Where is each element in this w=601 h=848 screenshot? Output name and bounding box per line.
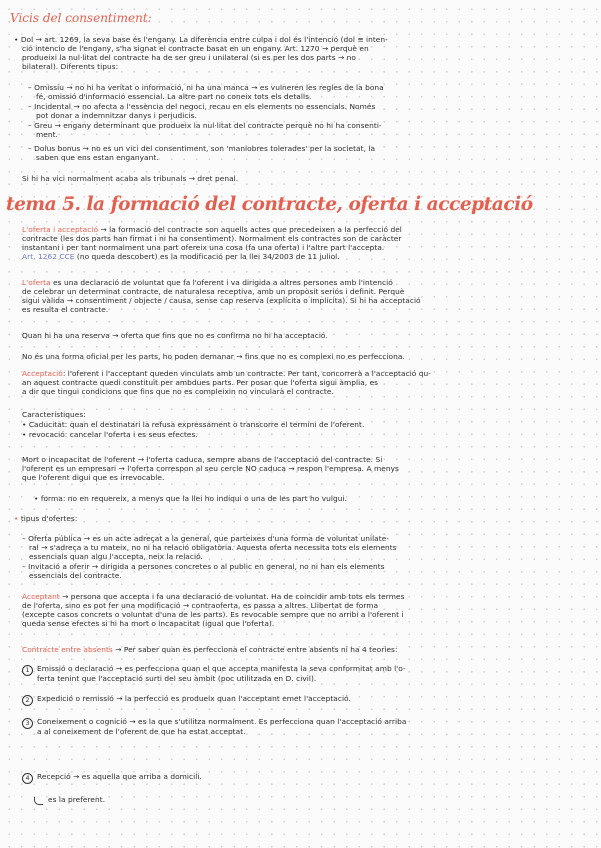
type-incidental-line-2: pot donar a indemnitzar danys i perjudicis.: [36, 111, 197, 120]
oferta-acceptacio-line-1: L'oferta i acceptació → la formació del contracte son aquells actes que precedeixen a la perfecció del: [22, 225, 402, 234]
mort-line-2: l'oferent es un empresari → l'oferta correspon al seu cercle NO caduca → respon l'empresa. A menys: [22, 464, 399, 473]
absents-theory-2-line-1: 2 Expedició o remissió → la perfecció es produeix quan l'acceptant emet l'acceptació.: [22, 694, 351, 706]
tipus-publica-line-3: essencials quan algu l'accepta, neix la relació.: [29, 552, 203, 561]
mort-line-3: que l'oferent digui que es irrevocable.: [22, 473, 165, 482]
absents-theory-1-line-1: 1 Emissió o declaració → es perfecciona quan el que accepta manifesta la seva conformitat amb l'o-: [22, 664, 406, 676]
dol-line-1: • Dol → art. 1269, la seva base és l'engany. La diferència entre culpa i dol és l'intenció (dol ≡ inten-: [14, 35, 388, 44]
mort-forma-line: • forma: no en requereix, a menys que la llei ho indiqui o una de les part ho vulgui.: [34, 494, 348, 503]
dol-line-4: bilateral). Diferents tipus:: [22, 62, 119, 71]
caracteristiques-item-1: • Caducitat: quan el destinatari la refusa expressament o transcorre el termini de l'oferent.: [22, 420, 365, 429]
number-circle-4: 4: [22, 773, 33, 784]
type-dolus-line-2: saben que ens estan enganyant.: [36, 153, 159, 162]
absents-theory-3-line-2: a al coneixement de l'oferent de que ha estat acceptat.: [37, 727, 246, 736]
oferta-acceptacio-line-2: contracte (les dos parts han firmat i ni ha consentiment). Normalment els contractes son de caràcter: [22, 234, 402, 243]
number-circle-2: 2: [22, 695, 33, 706]
mort-line-1: Mort o incapacitat de l'oferent → l'oferta caduca, sempre abans de l'acceptació del contracte. Si: [22, 455, 383, 464]
acceptacio-line-2: an aquest contracte quedi constituït per ambdues parts. Per posar que l'oferta sigui àmplia, es: [22, 378, 379, 387]
tema-title: tema 5. la formació del contracte, oferta i acceptació: [6, 194, 533, 215]
oferta-acceptacio-line-3: instantani i per tant normalment una part ofereix una cosa (fa una oferta) i l'altre part l'accepta.: [22, 243, 385, 252]
acceptant-line-1: Acceptant → persona que accepta i fa una declaració de voluntat. Ha de coincidir amb tots els termes: [22, 592, 405, 601]
section-heading-vicis: Vicis del consentiment:: [10, 11, 152, 25]
tipus-invitacio-line-2: essencials del contracte.: [29, 571, 122, 580]
caracteristiques-item-2: • revocació: cancelar l'oferta i es seus efectes.: [22, 430, 198, 439]
acceptant-line-2: de l'oferta, sino es pot fer una modificació → contraoferta, es passa a altres. Llibertat de forma: [22, 601, 379, 610]
acceptant-line-3: (excepte casos concrets o voluntat d'una de les parts). Es revocable sempre que no arribi a l'oferent i: [22, 610, 404, 619]
tipus-publica-line-1: – Oferta pública → es un acte adreçat a la general, que parteixes d'una forma de voluntat unilate-: [22, 534, 390, 543]
type-omissiu-line-2: fé, omissió d'informació essencial. La altre part no coneix tots els detalls.: [36, 92, 312, 101]
type-omissiu-line-1: – Omissiu → no hi ha veritat o informació, ni ha una manca → es vulneren les regles de la bona: [28, 83, 384, 92]
reserva-line: Quan hi ha una reserva → oferta que fins que no es confirma no hi ha acceptació.: [22, 331, 328, 340]
type-dolus-line-1: – Dolus bonus → no es un vici del consentiment, son 'maniobres tolerades' per la societat, la: [28, 144, 376, 153]
absents-theory-3-line-1: 3 Coneixement o cognició → es la que s'utilitza normalment. Es perfecciona quan l'acceptació arriba: [22, 717, 406, 729]
tipus-invitacio-line-1: – Invitació a oferir → dirigida a persones concretes o al public en general, no ni han els elements: [22, 562, 385, 571]
number-circle-3: 3: [22, 718, 33, 729]
hook-arrow-icon: [34, 797, 43, 805]
acceptacio-line-1: Acceptació: l'oferent i l'acceptant queden vinculats amb un contracte. Per tant, concorrerà a l'acceptació qu-: [22, 369, 431, 378]
type-greu-line-1: – Greu → engany determinant que produeix la nul·litat del contracte perquè no hi ha consenti-: [28, 121, 382, 130]
vicis-conclusion: Si hi ha vici normalment acaba als tribunals → dret penal.: [22, 174, 239, 183]
acceptant-line-4: queda sense efectes si hi ha mort o incapacitat (igual que l'oferta).: [22, 619, 275, 628]
forma-oficial-line: No és una forma oficial per les parts, ho poden demanar → fins que no es complexi no es perfecciona.: [22, 352, 405, 361]
caracteristiques-heading: Característiques:: [22, 410, 86, 419]
absents-preferent-note: es la preferent.: [48, 795, 106, 804]
absents-heading-line: Contracte entre absents → Per saber quan es perfecciona el contracte entre absents ni ha 4 teories:: [22, 645, 398, 654]
type-incidental-line-1: – Incidental → no afecta a l'essència del negoci, recau en els elements no essencials. Només: [28, 102, 376, 111]
oferta-line-4: es resulta el contracte.: [22, 305, 109, 314]
number-circle-1: 1: [22, 665, 33, 676]
oferta-line-1: L'oferta es una declaració de voluntat que fa l'oferent i va dirigida a altres persones amb l'intenció: [22, 278, 393, 287]
dol-line-2: ció intencio de l'engany, s'ha signat el contracte basat en un engany. Art. 1270 → perquè en: [22, 44, 369, 53]
tipus-heading: • tipus d'ofertes:: [14, 514, 78, 523]
oferta-acceptacio-line-4: Art. 1262 CCE (no queda descobert) es la modificació per la llei 34/2003 de 11 juliol.: [22, 252, 340, 261]
absents-theory-4-line-1: 4 Recepció → es aquella que arriba a domicili.: [22, 772, 202, 784]
type-greu-line-2: ment.: [36, 130, 58, 139]
tipus-publica-line-2: ral → s'adreça a tu mateix, no ni ha relació obligatòria. Aquesta oferta necessita tots els elements: [29, 543, 397, 552]
oferta-line-3: sigui vàlida → consentiment / objecte / causa, sense cap reserva (explícita o implícita). Si hi ha acceptació: [22, 296, 421, 305]
absents-theory-1-line-2: ferta tenint que l'acceptació surti del seu àmbit (poc utilitzada en D. civil).: [37, 674, 317, 683]
dol-line-3: produeixi la nul·litat del contracte ha de ser greu i unilateral (si es per les dos parts → no: [22, 53, 356, 62]
acceptacio-line-3: a dir que tingui condicions que fins que no es compleixin no vincularà el contracte.: [22, 387, 334, 396]
oferta-line-2: de celebrar un determinat contracte, de naturalesa receptiva, amb un propòsit seriós i definit. Perquè: [22, 287, 405, 296]
